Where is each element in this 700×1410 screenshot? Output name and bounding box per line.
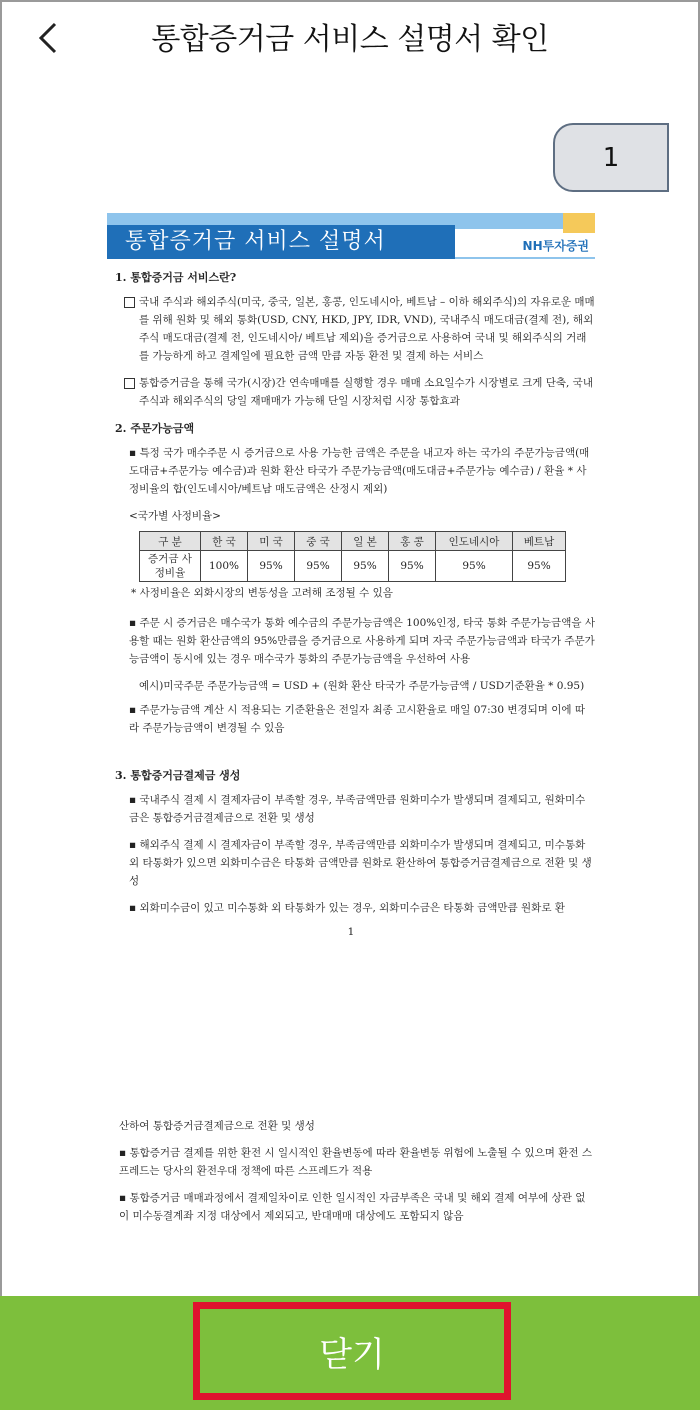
page-title: 통합증거금 서비스 설명서 확인	[151, 22, 549, 57]
document-page-number: 1	[347, 926, 355, 938]
table-header-cell: 인도네시아	[436, 532, 513, 551]
table-header-cell: 미 국	[248, 532, 295, 551]
page-2-paragraph: ▪ 통합증거금 결제를 위한 환전 시 일시적인 환율변동에 따라 환율변동 위험에 노출될 수 있으며 환전 스프레드는 당사의 환전우대 정책에 따른 스프레드가 적용	[119, 1147, 593, 1177]
header	[0, 0, 700, 72]
section-3-paragraph: ▪ 해외주식 결제 시 결제자금이 부족할 경우, 부족금액만큼 외화미수가 발생되며 결제되고, 미수통화 외 타통화가 있으면 외화미수금은 타통화 금액만큼 원화로 환산하여 통합증거금결제금으로 전환 및 생성	[129, 839, 592, 887]
table-header-row	[140, 532, 566, 551]
page-2-line: 산하여 통합증거금결제금으로 전환 및 생성	[119, 1120, 315, 1132]
page-2-paragraph: ▪ 통합증거금 매매과정에서 결제일차이로 인한 일시적인 자금부족은 국내 및 해외 결제 여부에 상관 없이 미수동결계좌 지정 대상에서 제외되고, 반대매매 대상에도 포함되지 않음	[119, 1192, 586, 1222]
section-2-paragraph: ▪ 주문가능금액 계산 시 적용되는 기준환율은 전일자 최종 고시환율로 매일 07:30 변경되며 이에 따라 주문가능금액이 변경될 수 있음	[129, 704, 586, 734]
table-cell: 95%	[513, 551, 566, 582]
rate-table	[139, 531, 566, 582]
table-header-cell: 일 본	[342, 532, 389, 551]
brand-logo: NH투자증권	[522, 239, 589, 253]
table-row-label: 증거금 사정비율	[140, 551, 201, 582]
example-formula: 예시)미국주문 주문가능금액 = USD + (원화 환산 타국가 주문가능금액 / USD기준환율 * 0.95)	[139, 680, 585, 692]
table-header-cell: 홍 콩	[389, 532, 436, 551]
document-banner	[107, 213, 595, 259]
section-3-paragraph: ▪ 국내주식 결제 시 결제자금이 부족할 경우, 부족금액만큼 원화미수가 발생되며 결제되고, 원화미수금은 통합증거금결제금으로 전환 및 생성	[129, 794, 586, 824]
checkbox-icon	[124, 378, 135, 389]
table-cell: 95%	[248, 551, 295, 582]
page-number-badge: 1	[553, 123, 669, 192]
section-2-title: 2. 주문가능금액	[115, 422, 195, 435]
section-2-paragraph: ▪ 주문 시 증거금은 매수국가 통화 예수금의 주문가능금액은 100%인정, 타국 통화 주문가능금액을 사용할 때는 원화 환산금액의 95%만큼을 증거금으로 사용하게 되며 자국 주문가능금액과 타국가 주문가능금액이 동시에 있는 경우 매수국가 통화의 주문가능금액을 우선하여 사용	[129, 617, 595, 665]
table-cell: 95%	[342, 551, 389, 582]
table-header-cell: 구 분	[140, 532, 201, 551]
table-cell: 95%	[436, 551, 513, 582]
section-3-paragraph: ▪ 외화미수금이 있고 미수통화 외 타통화가 있는 경우, 외화미수금은 타통화 금액만큼 원화로 환	[129, 902, 565, 914]
checkbox-icon	[124, 297, 135, 308]
document-title: 통합증거금 서비스 설명서	[107, 225, 455, 259]
table-header-cell: 중 국	[295, 532, 342, 551]
table-header-cell: 한 국	[201, 532, 248, 551]
table-note: * 사정비율은 외화시장의 변동성을 고려해 조정될 수 있음	[131, 587, 393, 599]
document-page-1	[107, 213, 595, 938]
document-page-2	[107, 1117, 595, 1234]
section-1-paragraph: 국내 주식과 해외주식(미국, 중국, 일본, 홍콩, 인도네시아, 베트남 – 이하 해외주식)의 자유로운 매매를 위해 원화 및 해외 통화(USD, CNY, HKD, JPY, IDR, VND), 국내주식 매도대금(결제 전), 해외주식 매도대금(결제 전, 인도네시아/ 베트남 제외)을 증거금으로 사용하여 국내 및 해외주식의 거래를 가능하게 하고 결제일에 필요한 금액 만큼 자동 환전 및 결제 하는 서비스	[107, 293, 595, 365]
close-button[interactable]: 닫기	[193, 1302, 511, 1400]
table-cell: 100%	[201, 551, 248, 582]
table-caption: <국가별 사정비율>	[129, 510, 221, 522]
table-cell: 95%	[295, 551, 342, 582]
table-row	[140, 551, 566, 582]
section-1-title: 1. 통합증거금 서비스란?	[115, 271, 237, 284]
section-2-paragraph: ▪ 특정 국가 매수주문 시 증거금으로 사용 가능한 금액은 주문을 내고자 하는 국가의 주문가능금액(매도대금+주문가능 예수금)과 원화 환산 타국가 주문가능금액(매도대금+주문가능 예수금) / 환율 * 사정비율의 합(인도네시아/베트남 매도금액은 산정시 제외)	[129, 447, 590, 495]
table-cell: 95%	[389, 551, 436, 582]
bottom-bar	[0, 1296, 700, 1410]
section-1-paragraph: 통합증거금을 통해 국가(시장)간 연속매매를 실행할 경우 매매 소요일수가 시장별로 크게 단축, 국내주식과 해외주식의 당일 재매매가 가능해 단일 시장처럼 시장 통합효과	[107, 374, 595, 410]
table-header-cell: 베트남	[513, 532, 566, 551]
section-3-title: 3. 통합증거금결제금 생성	[115, 769, 241, 782]
